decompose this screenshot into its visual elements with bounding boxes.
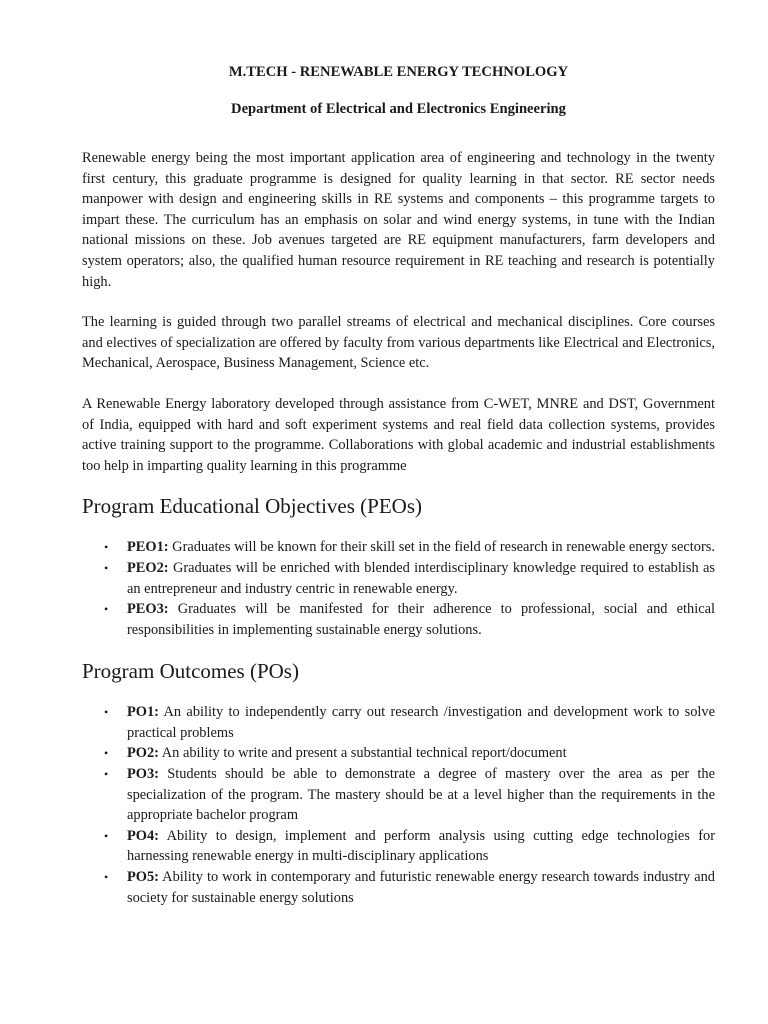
- po-list: [82, 702, 715, 908]
- po-item: [82, 743, 715, 764]
- po-heading: Program Outcomes (POs): [82, 659, 299, 684]
- po-tag: PO5:: [127, 869, 159, 886]
- peo-heading: Program Educational Objectives (PEOs): [82, 494, 422, 519]
- po-text: An ability to independently carry out research /investigation and development work to solve practical problems: [127, 704, 715, 741]
- bullet-icon: •: [104, 746, 109, 761]
- peo-list: [82, 537, 715, 640]
- po-item: [82, 826, 715, 867]
- department-name: Department of Electrical and Electronics Engineering: [231, 101, 566, 117]
- po-text: Students should be able to demonstrate a degree of mastery over the area as per the specialization of the program. The mastery should be at a level higher than the requirements in the appropriate bachelor program: [127, 766, 715, 824]
- intro-paragraph: Renewable energy being the most important application area of engineering and technology in the twenty first century, this graduate programme is designed for quality learning in that sector. RE sector needs manpower with design and engineering skills in RE systems and components – this programme targets to impart these. The curriculum has an emphasis on solar and wind energy systems, in tune with the Indian national missions on these. Job avenues targeted are RE equipment manufacturers, farm developers and system operators; also, the qualified human resource requirement in RE teaching and research is potentially high.: [82, 150, 715, 290]
- peo-item: [82, 558, 715, 599]
- po-item: [82, 702, 715, 743]
- peo-tag: PEO3:: [127, 601, 169, 618]
- document-page: [82, 62, 715, 908]
- po-text: An ability to write and present a substantial technical report/document: [158, 745, 567, 762]
- po-tag: PO2:: [127, 745, 159, 762]
- bullet-icon: •: [104, 767, 109, 782]
- po-item: [82, 764, 715, 826]
- peo-tag: PEO2:: [127, 559, 169, 576]
- po-item: [82, 867, 715, 908]
- peo-text: Graduates will be known for their skill set in the field of research in renewable energy sectors.: [168, 539, 715, 556]
- po-tag: PO3:: [127, 766, 159, 783]
- bullet-icon: •: [104, 560, 109, 575]
- bullet-icon: •: [104, 540, 109, 555]
- document-title: M.TECH - RENEWABLE ENERGY TECHNOLOGY: [228, 64, 569, 80]
- laboratory-paragraph: A Renewable Energy laboratory developed through assistance from C-WET, MNRE and DST, Government of India, equipped with hard and soft experiment systems and real field data collection systems, provides active training support to the programme. Collaborations with global academic and industrial establishments too help in imparting quality learning in this programme: [82, 395, 715, 474]
- po-text: Ability to design, implement and perform analysis using cutting edge technologies for harnessing renewable energy in multi-disciplinary applications: [127, 827, 715, 865]
- peo-tag: PEO1:: [127, 539, 169, 556]
- bullet-icon: •: [104, 870, 109, 885]
- peo-item: [82, 537, 715, 558]
- peo-item: [82, 599, 715, 640]
- bullet-icon: •: [104, 828, 109, 843]
- bullet-icon: •: [104, 705, 109, 720]
- bullet-icon: •: [104, 602, 109, 617]
- peo-text: Graduates will be manifested for their adherence to professional, social and ethical responsibilities in implementing sustainable energy solutions.: [127, 601, 715, 638]
- po-text: Ability to work in contemporary and futuristic renewable energy research towards industry and society for sustainable energy solutions: [127, 869, 715, 906]
- learning-paragraph: The learning is guided through two parallel streams of electrical and mechanical disciplines. Core courses and electives of specialization are offered by faculty from various departments like Electrical and Electronics, Mechanical, Aerospace, Business Management, Science etc.: [82, 314, 715, 372]
- po-tag: PO4:: [127, 827, 159, 844]
- po-tag: PO1:: [127, 704, 159, 721]
- peo-text: Graduates will be enriched with blended interdisciplinary knowledge required to establish as an entrepreneur and industry centric in renewable energy.: [127, 559, 715, 597]
